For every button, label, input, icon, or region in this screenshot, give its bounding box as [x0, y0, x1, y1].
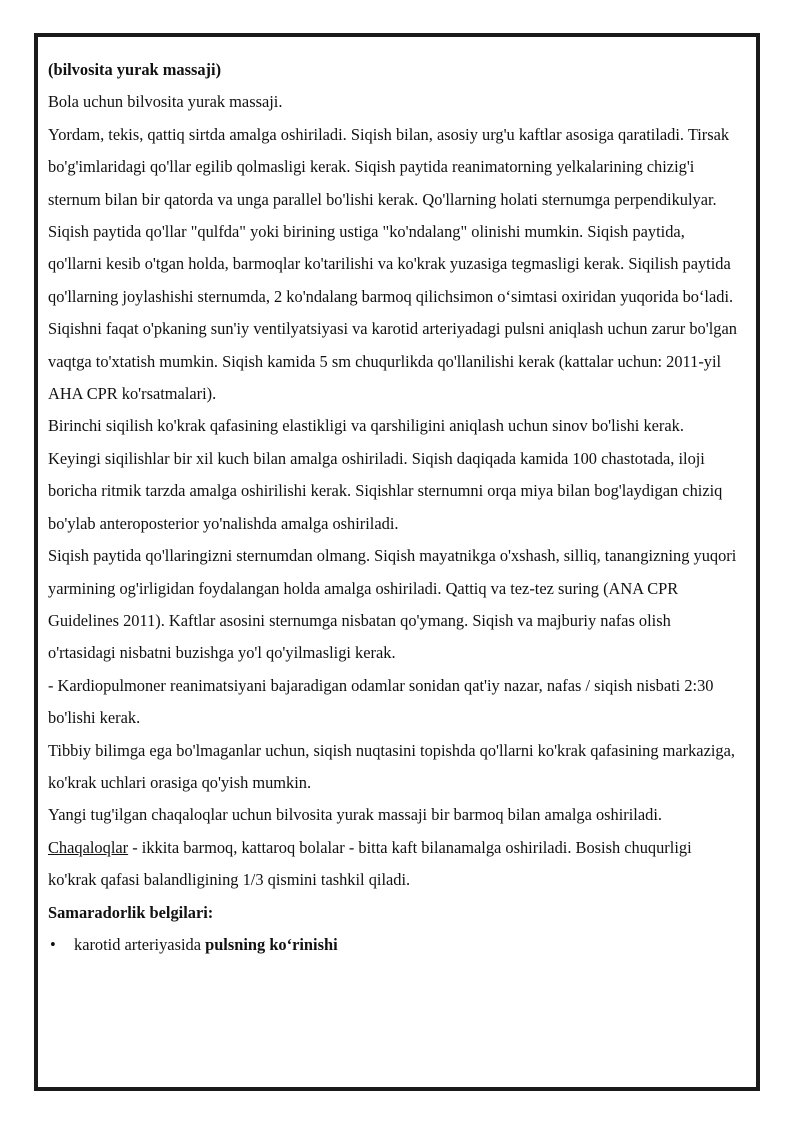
paragraph-compression-rate: Birinchi siqilish ko'krak qafasining elastikligi va qarshiligini aniqlash uchun sinov bo'lishi kerak. Keyingi siqilishlar bir xil kuch bilan amalga oshiriladi. Siqish daqiqada kamida 100 chastotada, iloji boricha ritmik tarzda amalga oshirilishi kerak. Siqishlar sternumni orqa miya bilan bog'laydigan chiziq bo'ylab anteroposterior yo'nalishda amalga oshiriladi.: [48, 416, 723, 533]
document-body: [48, 54, 738, 961]
list-item-emphasis: pulsning ko‘rinishi: [205, 934, 338, 954]
paragraph-lay-rescuer: Tibbiy bilimga ega bo'lmaganlar uchun, siqish nuqtasini topishda qo'llarni ko'krak qafasining markaziga, ko'krak uchlari orasiga qo'yish mumkin.: [48, 740, 735, 792]
paragraph-technique: Yordam, tekis, qattiq sirtda amalga oshiriladi. Siqish bilan, asosiy urg'u kaftlar asosiga qaratiladi. Tirsak bo'g'imlaridagi qo'llar egilib qolmasligi kerak. Siqish paytida reanimatorning yelkalarining chizig'i sternum bilan bir qatorda va unga parallel bo'lishi kerak. Qo'llarning holati sternumga perpendikulyar. Siqish paytida qo'llar "qulfda" yoki birining ustiga "ko'ndalang" olinishi mumkin. Siqish paytida, qo'llarni kesib o'tgan holda, barmoqlar ko'tarilishi va ko'krak yuzasiga tegmasligi kerak. Siqilish paytida qo'llarning joylashishi sternumda, 2 ko'ndalang barmoq qilichsimon o‘simtasi oxiridan yuqorida bo‘ladi. Siqishni faqat o'pkaning sun'iy ventilyatsiyasi va karotid arteriyadagi pulsni aniqlash uchun zarur bo'lgan vaqtga to'xtatish mumkin. Siqish kamida 5 sm chuqurlikda qo'llanilishi kerak (kattalar uchun: 2011-yil AHA CPR ko'rsatmalari).: [48, 124, 737, 404]
list-item: [48, 929, 738, 961]
paragraph-newborn: [48, 799, 738, 896]
newborn-text-before: Yangi tug'ilgan chaqaloqlar uchun bilvosita yurak massaji bir barmoq bilan amalga oshiriladi.: [48, 805, 662, 825]
list-item-text: karotid arteriyasida: [74, 934, 206, 954]
section-heading: (bilvosita yurak massaji): [48, 60, 222, 79]
newborn-text-after: - ikkita barmoq, kattaroq bolalar - bitta kaft bilanamalga oshiriladi. Bosish chuqurligi ko'krak qafasi balandligining 1/3 qismini tashkil qiladi.: [48, 837, 692, 890]
bullet-icon: •: [50, 934, 56, 954]
effectiveness-list: [48, 929, 738, 961]
effectiveness-heading: Samaradorlik belgilari:: [48, 902, 214, 922]
paragraph-ratio: - Kardiopulmoner reanimatsiyani bajaradigan odamlar sonidan qat'iy nazar, nafas / siqish nisbati 2:30 bo'lishi kerak.: [48, 675, 714, 728]
infants-link[interactable]: Chaqaloqlar: [48, 837, 129, 857]
intro-line: Bola uchun bilvosita yurak massaji.: [48, 92, 283, 112]
paragraph-hand-position: Siqish paytida qo'llaringizni sternumdan olmang. Siqish mayatnikga o'xshash, silliq, tanangizning yuqori yarmining og'irligidan foydalangan holda amalga oshiriladi. Qattiq va tez-tez suring (ANA CPR Guidelines 2011). Kaftlar asosini sternumga nisbatan qo'ymang. Siqish va majburiy nafas olish o'rtasidagi nisbatni buzishga yo'l qo'yilmasligi kerak.: [48, 546, 737, 663]
